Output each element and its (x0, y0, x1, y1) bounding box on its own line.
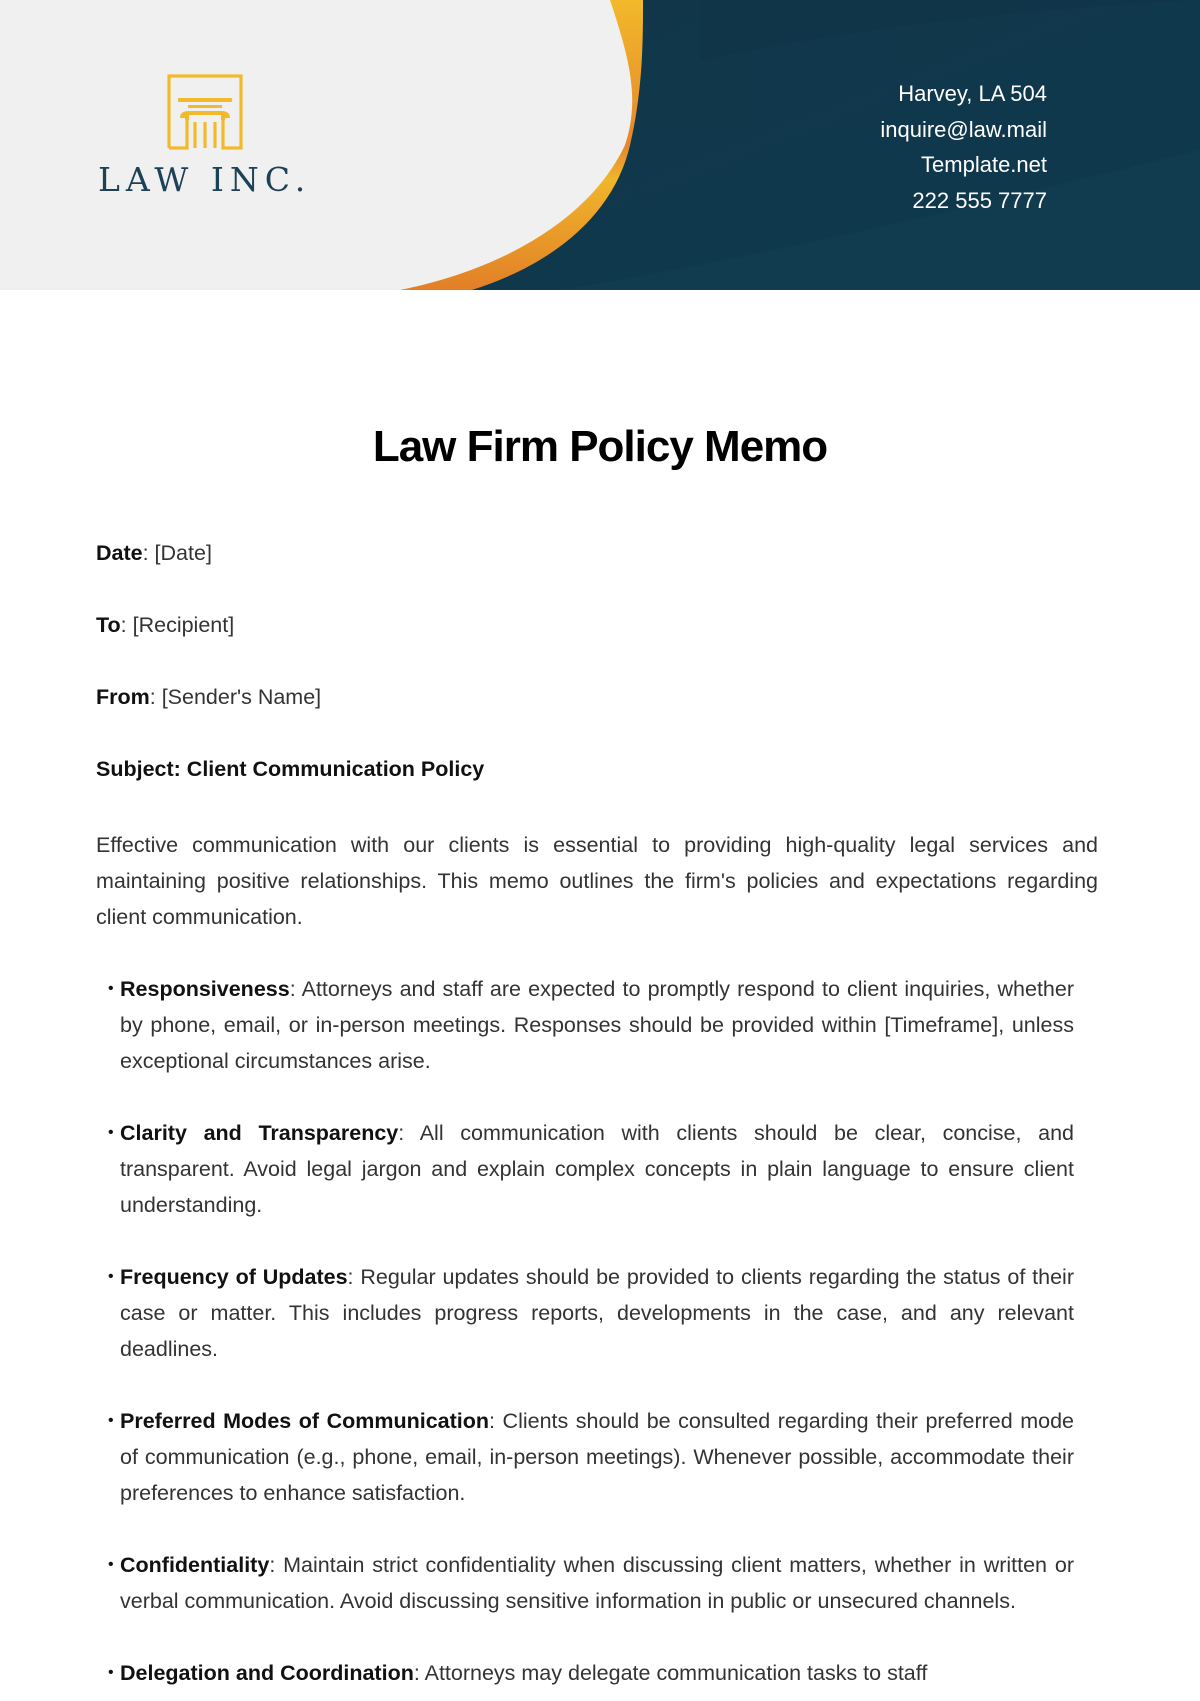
memo-subject: Subject: Client Communication Policy (96, 757, 485, 781)
letterhead-header (0, 0, 1200, 290)
contact-website[interactable]: Template.net (921, 152, 1047, 177)
to-value: : [Recipient] (120, 613, 235, 637)
bullet-icon: • (108, 1124, 114, 1141)
memo-to (96, 613, 234, 638)
bullet-icon: • (108, 1556, 114, 1573)
policy-text: : Regular updates should be provided to clients regarding the status of their case or matter. This includes progress reports, developments in the case, and any relevant deadlines. (120, 1265, 1074, 1361)
policy-item-confidentiality (110, 1547, 1074, 1619)
memo-from (96, 685, 321, 710)
memo-date (96, 541, 212, 566)
intro-paragraph: Effective communication with our clients is essential to providing high-quality legal services and maintaining positive relationships. This memo outlines the firm's policies and expectations regarding client communication. (96, 833, 1098, 929)
policy-heading: Preferred Modes of Communication (120, 1409, 490, 1433)
policy-text: : Attorneys may delegate communication tasks to staff (413, 1661, 928, 1685)
policy-item-responsiveness (110, 971, 1074, 1079)
bullet-icon: • (108, 1268, 114, 1285)
policy-heading: Responsiveness (120, 977, 290, 1001)
bullet-icon: • (108, 980, 114, 997)
policy-text: : Maintain strict confidentiality when discussing client matters, whether in written or verbal communication. Avoid discussing sensitive information in public or unsecured channels. (120, 1553, 1074, 1613)
bullet-icon: • (108, 1664, 114, 1681)
policy-heading: Clarity and Transparency (120, 1121, 399, 1145)
policy-list (110, 971, 1074, 1701)
to-label: To (96, 613, 121, 637)
company-name: LAW INC. (98, 160, 312, 199)
pillar-column-icon (167, 74, 243, 150)
policy-item-frequency (110, 1259, 1074, 1367)
policy-heading: Delegation and Coordination (120, 1661, 414, 1685)
bullet-icon: • (108, 1412, 114, 1429)
contact-phone: 222 555 7777 (912, 187, 1047, 213)
policy-text: : Clients should be consulted regarding their preferred mode of communication (e.g., phone, email, in-person meetings). Whenever possible, accommodate their preferences to enhance satisfaction. (120, 1409, 1074, 1505)
policy-item-clarity (110, 1115, 1074, 1223)
policy-heading: Frequency of Updates (120, 1265, 348, 1289)
from-value: : [Sender's Name] (149, 685, 322, 709)
policy-text: : Attorneys and staff are expected to promptly respond to client inquiries, whether by phone, email, or in-person meetings. Responses should be provided within [Timeframe], unless exceptional circumstances arise. (120, 977, 1074, 1073)
from-label: From (96, 685, 150, 709)
contact-address: Harvey, LA 504 (898, 81, 1047, 106)
policy-text: : All communication with clients should be clear, concise, and transparent. Avoid legal jargon and explain complex concepts in plain language to ensure client understanding. (120, 1121, 1074, 1217)
policy-heading: Confidentiality (120, 1553, 270, 1577)
document-title: Law Firm Policy Memo (372, 422, 828, 471)
date-value: : [Date] (142, 541, 212, 565)
contact-email[interactable]: inquire@law.mail (880, 116, 1047, 142)
policy-item-delegation (110, 1655, 1074, 1691)
date-label: Date (96, 541, 143, 565)
policy-item-preferred-modes (110, 1403, 1074, 1511)
contact-info (880, 76, 1047, 218)
